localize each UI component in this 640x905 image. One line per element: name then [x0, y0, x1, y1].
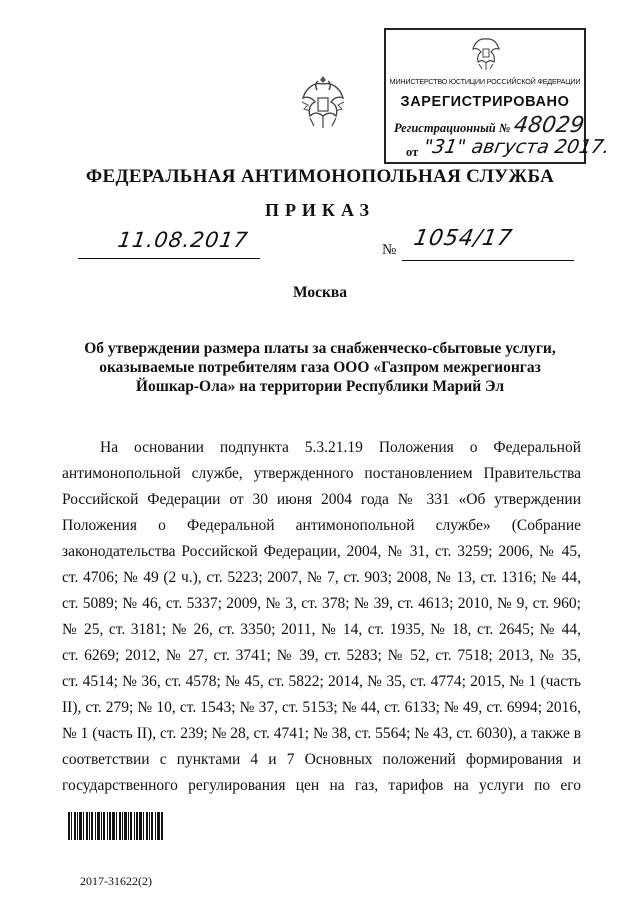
subject-line: оказываемые потребителям газа ООО «Газпром межрегионгаз: [99, 359, 541, 376]
body-paragraph: [62, 435, 581, 799]
body-line: антимонопольной службе, утвержденного постановлением Правительства: [62, 465, 581, 482]
order-subject: [60, 339, 580, 396]
body-line: соответствии с пунктами 4 и 7 Основных положений формирования и: [62, 751, 581, 768]
barcode-icon: [68, 812, 164, 840]
body-line: II), ст. 279; № 10, ст. 1543; № 37, ст. 5153; № 44, ст. 6133; № 49, ст. 6994; 2016,: [62, 699, 581, 716]
stamp-registration-label: Регистрационный №: [394, 121, 511, 135]
date-underline: [78, 258, 260, 259]
city-name: Москва: [292, 284, 348, 301]
number-underline: [402, 260, 574, 261]
order-number: 1054/17: [411, 226, 515, 251]
stamp-ministry-name: МИНИСТЕРСТВО ЮСТИЦИИ РОССИЙСКОЙ ФЕДЕРАЦИИ: [389, 77, 581, 86]
body-line: Положения о Федеральной антимонопольной службе» (Собрание: [62, 517, 581, 534]
stamp-registered-label: ЗАРЕГИСТРИРОВАНО: [400, 94, 570, 110]
body-line: На основании подпункта 5.3.21.19 Положения о Федеральной: [100, 439, 581, 456]
stamp-registration-date: "31" августа 2017.: [422, 136, 612, 158]
body-line: Российской Федерации от 30 июня 2004 года № 331 «Об утверждении: [62, 491, 581, 508]
body-line: ст. 5089; № 46, ст. 5337; 2009, № 3, ст. 378; № 39, ст. 4613; 2010, № 9, ст. 960;: [62, 595, 581, 612]
body-line: № 1 (часть II), ст. 239; № 28, ст. 4741; № 38, ст. 5564; № 43, ст. 6030), а также в: [62, 725, 582, 742]
body-line: ст. 4706; № 49 (2 ч.), ст. 5223; 2007, № 7, ст. 903; 2008, № 13, ст. 1316; № 44,: [62, 569, 581, 586]
subject-line: Об утверждении размера платы за снабженческо-сбытовые услуги,: [84, 340, 556, 357]
document-code: 2017-31622(2): [80, 874, 152, 888]
body-line: ст. 6269; 2012, № 27, ст. 3741; № 39, ст. 5283; № 52, ст. 7518; 2013, № 35,: [62, 647, 581, 664]
registration-stamp: [384, 28, 612, 164]
subject-line: Йошкар-Ола» на территории Республики Марий Эл: [135, 378, 505, 395]
order-number-label: №: [382, 242, 397, 258]
body-line: государственного регулирования цен на газ, тарифов на услуги по его: [62, 777, 581, 794]
body-line: законодательства Российской Федерации, 2004, № 31, ст. 3259; 2006, № 45,: [62, 543, 581, 560]
body-line: ст. 4514; № 36, ст. 4578; № 45, ст. 5822; 2014, № 35, ст. 4774; 2015, № 1 (часть: [62, 673, 581, 690]
body-line: № 25, ст. 3181; № 26, ст. 3350; 2011, № 14, ст. 1935, № 18, ст. 2645; № 44,: [62, 621, 581, 638]
stamp-registration-number: 48029: [512, 113, 586, 138]
stamp-date-prefix: от: [406, 145, 419, 159]
document-type: ПРИКАЗ: [264, 200, 376, 220]
coat-of-arms-emblem: [298, 72, 348, 134]
agency-title: ФЕДЕРАЛЬНАЯ АНТИМОНОПОЛЬНАЯ СЛУЖБА: [85, 166, 555, 187]
stamp-emblem-icon: [470, 36, 502, 72]
order-date: 11.08.2017: [116, 228, 250, 252]
